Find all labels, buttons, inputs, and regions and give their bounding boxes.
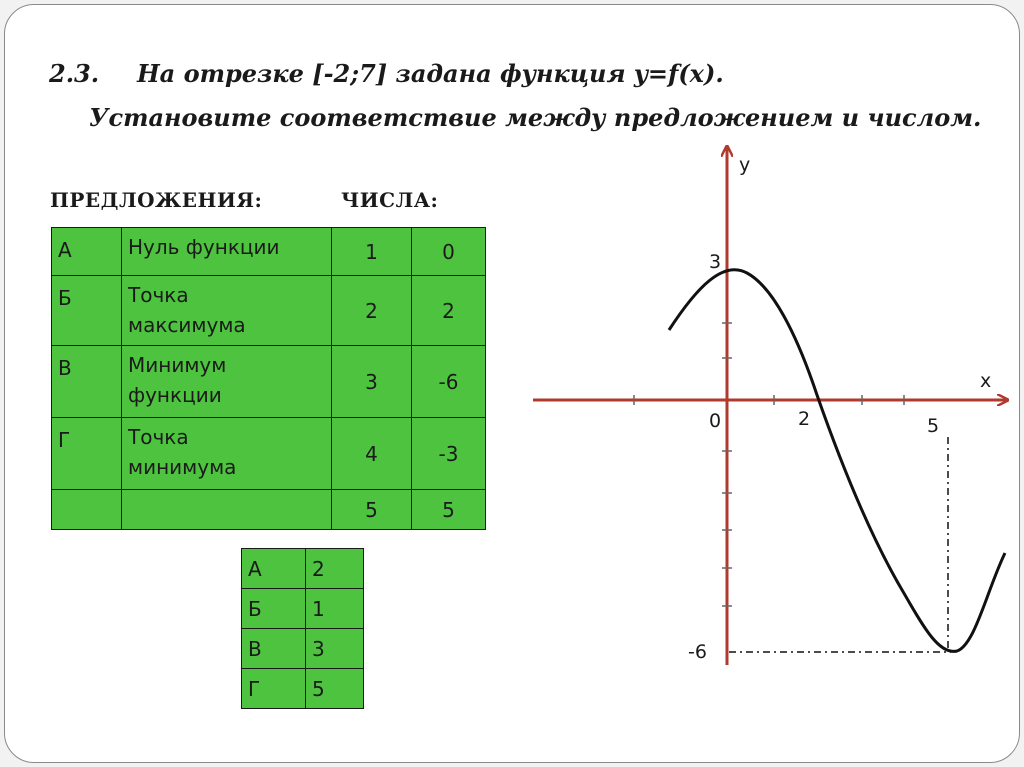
answer-value: 1 — [306, 589, 364, 629]
x-axis-label: x — [980, 370, 992, 392]
answer-value: 3 — [306, 629, 364, 669]
y-max-label: 3 — [709, 251, 722, 273]
answer-letter: В — [242, 629, 306, 669]
origin-label: 0 — [709, 410, 722, 432]
number-value: 0 — [412, 228, 486, 276]
answer-value: 2 — [306, 549, 364, 589]
number-index: 4 — [332, 418, 412, 490]
sentence-letter: Г — [52, 418, 122, 490]
sentence-letter: В — [52, 346, 122, 418]
number-index: 3 — [332, 346, 412, 418]
sentences-heading: ПРЕДЛОЖЕНИЯ: — [50, 188, 263, 212]
y-min-label: -6 — [688, 641, 707, 663]
sentence-phrase-line: максимума — [128, 313, 246, 337]
number-value: -3 — [412, 418, 486, 490]
function-graph — [5, 5, 1019, 762]
y-axis-label: y — [739, 154, 751, 176]
number-index: 5 — [332, 490, 412, 530]
number-index: 2 — [332, 276, 412, 346]
answer-value: 5 — [306, 669, 364, 709]
x-zero-label: 2 — [798, 408, 811, 430]
x-min-label: 5 — [927, 415, 940, 437]
sentence-phrase-line: Точка — [128, 425, 189, 449]
sentence-phrase-line: Нуль функции — [128, 235, 280, 259]
number-value: -6 — [412, 346, 486, 418]
answer-letter: Б — [242, 589, 306, 629]
numbers-heading: ЧИСЛА: — [341, 188, 439, 212]
sentence-letter: Б — [52, 276, 122, 346]
sentence-letter: А — [52, 228, 122, 276]
number-index: 1 — [332, 228, 412, 276]
number-value: 5 — [412, 490, 486, 530]
answer-letter: А — [242, 549, 306, 589]
sentence-phrase-line: Минимум — [128, 353, 227, 377]
problem-statement: На отрезке [-2;7] задана функция y=f(x). — [137, 59, 724, 88]
answer-letter: Г — [242, 669, 306, 709]
function-curve — [669, 270, 1005, 652]
sentence-phrase-line: минимума — [128, 455, 237, 479]
sentence-phrase-line: функции — [128, 383, 222, 407]
problem-instruction: Установите соответствие между предложением и числом. — [89, 103, 982, 132]
axis-ticks — [634, 323, 904, 606]
sentence-phrase-line: Точка — [128, 283, 189, 307]
slide — [4, 4, 1020, 763]
number-value: 2 — [412, 276, 486, 346]
problem-number: 2.3. — [49, 59, 100, 88]
